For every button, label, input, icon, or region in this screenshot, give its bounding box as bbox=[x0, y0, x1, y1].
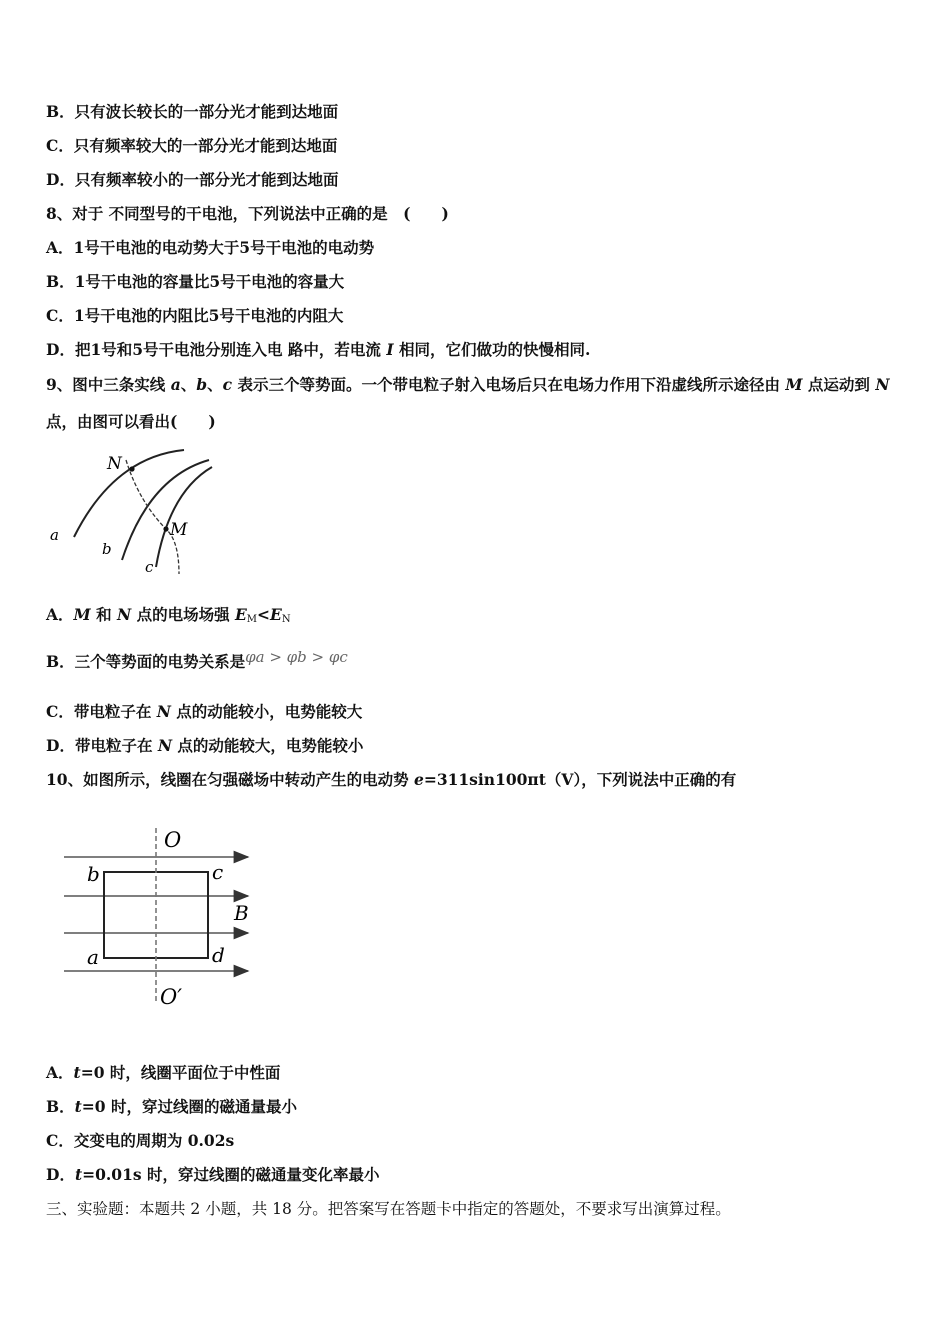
q9-option-c: C．带电粒子在 N 点的动能较小，电势能较大 bbox=[46, 702, 363, 721]
q9-option-b: B．三个等势面的电势关系是φa > φb > φc bbox=[46, 648, 348, 671]
section-3-heading: 三、实验题：本题共 2 小题，共 18 分。把答案写在答题卡中指定的答题处，不要求写出演算过程。 bbox=[46, 1200, 731, 1218]
equipotential-c bbox=[156, 467, 212, 567]
q10-option-b: B．t=0 时，穿过线圈的磁通量最小 bbox=[46, 1097, 297, 1116]
q10-option-c: C．交变电的周期为 0.02s bbox=[46, 1131, 235, 1150]
label-n: N bbox=[107, 454, 122, 474]
q8-option-a: A．1号干电池的电动势大于5号干电池的电动势 bbox=[46, 238, 375, 257]
q10-option-d: D．t=0.01s 时，穿过线圈的磁通量变化率最小 bbox=[46, 1165, 380, 1184]
q8-option-b: B．1号干电池的容量比5号干电池的容量大 bbox=[46, 272, 345, 291]
q9-stem-line1: 9、图中三条实线 a、b、c 表示三个等势面。一个带电粒子射入电场后只在电场力作用下沿虚线所示途径由 M 点运动到 N bbox=[46, 375, 890, 394]
q8-stem: 8、对于 不同型号的干电池，下列说法中正确的是 ( ) bbox=[46, 204, 449, 223]
label-o-prime: O′ bbox=[160, 985, 182, 1009]
q9-stem-line2: 点，由图可以看出( ) bbox=[46, 412, 216, 431]
label-o: O bbox=[164, 828, 182, 852]
q8-option-c: C．1号干电池的内阻比5号干电池的内阻大 bbox=[46, 306, 344, 325]
q9-option-d: D．带电粒子在 N 点的动能较大，电势能较小 bbox=[46, 736, 364, 755]
label-b-field: B bbox=[234, 901, 249, 925]
equipotential-b bbox=[122, 460, 209, 560]
label-c-corner: c bbox=[212, 860, 224, 884]
label-d-corner: d bbox=[212, 943, 225, 967]
potential-relation: φa > φb > φc bbox=[245, 648, 348, 666]
q10-stem: 10、如图所示，线圈在匀强磁场中转动产生的电动势 e=311sin100πt（V），下列说法中正确的有 bbox=[46, 770, 737, 789]
point-m-dot bbox=[163, 526, 168, 531]
q10-option-a: A．t=0 时，线圈平面位于中性面 bbox=[46, 1063, 281, 1082]
label-m: M bbox=[170, 520, 188, 540]
label-a-corner: a bbox=[87, 945, 99, 969]
q9-equipotential-figure bbox=[44, 442, 224, 582]
point-n-dot bbox=[129, 466, 134, 471]
q7-option-d: D．只有频率较小的一部分光才能到达地面 bbox=[46, 170, 339, 189]
q7-option-b: B．只有波长较长的一部分光才能到达地面 bbox=[46, 102, 339, 121]
q9-option-a: A．M 和 N 点的电场场强 $E_M<E_N$ bbox=[46, 605, 291, 625]
label-b-corner: b bbox=[87, 862, 100, 886]
label-a: a bbox=[50, 526, 59, 544]
label-b: b bbox=[102, 540, 112, 558]
q7-option-c: C．只有频率较大的一部分光才能到达地面 bbox=[46, 136, 338, 155]
label-c: c bbox=[145, 558, 154, 576]
q8-option-d: D．把1号和5号干电池分别连入电 路中，若电流 I 相同，它们做功的快慢相同. bbox=[46, 340, 591, 359]
q10-coil-figure bbox=[60, 822, 260, 1012]
